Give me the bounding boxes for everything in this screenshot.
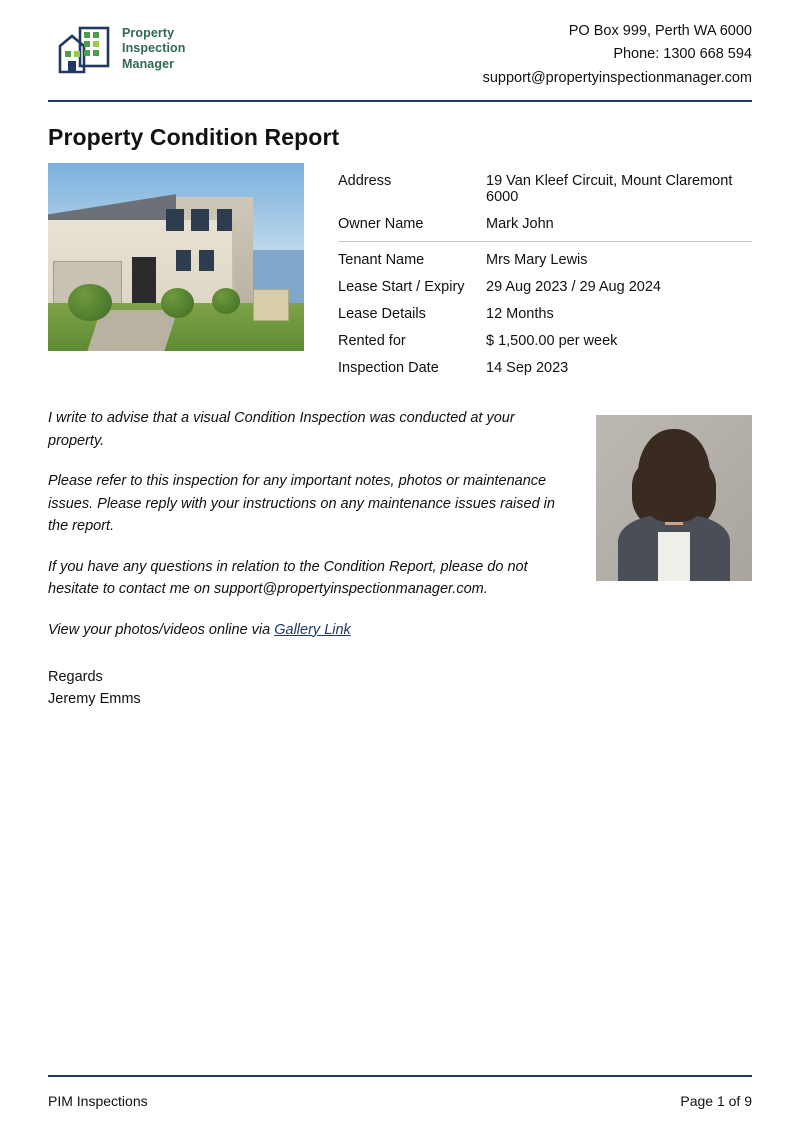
property-photo	[48, 163, 304, 351]
logo-line-1: Property	[122, 26, 175, 41]
letter-paragraph: If you have any questions in relation to the Condition Report, please do not hesitate to contact me on support@propertyinspectionmanager.com.	[48, 558, 528, 598]
page-title: Property Condition Report	[48, 124, 340, 151]
contact-email: support@propertyinspectionmanager.com	[482, 69, 752, 86]
table-row	[338, 327, 752, 354]
logo-line-3: Manager	[122, 56, 175, 71]
detail-value: 19 Van Kleef Circuit, Mount Claremont 6000	[486, 172, 733, 205]
detail-label: Inspection Date	[338, 359, 439, 376]
property-summary	[48, 163, 752, 381]
letter-body	[48, 407, 568, 710]
detail-label: Tenant Name	[338, 251, 425, 268]
detail-label: Owner Name	[338, 210, 486, 241]
detail-value: $ 1,500.00 per week	[486, 332, 618, 349]
letter-section	[48, 407, 752, 710]
company-logo	[48, 20, 186, 78]
detail-value: Mark John	[486, 210, 752, 241]
detail-label: Address	[338, 172, 392, 189]
detail-value: Mrs Mary Lewis	[486, 251, 588, 268]
gallery-link[interactable]: Gallery Link	[274, 621, 351, 638]
table-row	[338, 300, 752, 327]
footer-page-number: Page 1 of 9	[680, 1093, 752, 1109]
table-row	[338, 354, 752, 381]
sign-off: Regards	[48, 669, 103, 686]
detail-value: 29 Aug 2023 / 29 Aug 2024	[486, 278, 661, 295]
detail-label: Lease Details	[338, 305, 426, 322]
page-footer	[48, 1093, 752, 1109]
table-row	[338, 210, 752, 241]
company-logo-text	[122, 26, 186, 72]
letter-paragraph: I write to advise that a visual Condition Inspection was conducted at your property.	[48, 410, 515, 449]
table-row	[338, 167, 752, 210]
detail-value: 14 Sep 2023	[486, 359, 569, 376]
contact-address: PO Box 999, Perth WA 6000	[568, 23, 752, 39]
gallery-prefix: View your photos/videos online via	[48, 621, 275, 638]
letter-paragraph: Please refer to this inspection for any important notes, photos or maintenance issues. Please reply with your instructions on any maintenance issues raised in the report.	[48, 473, 555, 535]
footer-left-text: PIM Inspections	[48, 1093, 148, 1109]
logo-line-2: Inspection	[122, 41, 186, 56]
gallery-line	[48, 619, 568, 641]
detail-value: 12 Months	[486, 305, 554, 322]
footer-divider	[48, 1075, 752, 1077]
building-logo-icon	[56, 20, 114, 78]
sign-name: Jeremy Emms	[48, 690, 141, 707]
page-header	[48, 0, 752, 98]
company-contact-block	[483, 20, 752, 90]
header-divider	[48, 100, 752, 102]
contact-phone: Phone: 1300 668 594	[613, 46, 752, 63]
detail-label: Lease Start / Expiry	[338, 278, 465, 295]
agent-portrait	[596, 415, 752, 581]
signature-block	[48, 667, 568, 711]
property-detail-table	[338, 167, 752, 381]
detail-label: Rented for	[338, 332, 406, 349]
table-row	[338, 273, 752, 300]
table-row	[338, 241, 752, 273]
